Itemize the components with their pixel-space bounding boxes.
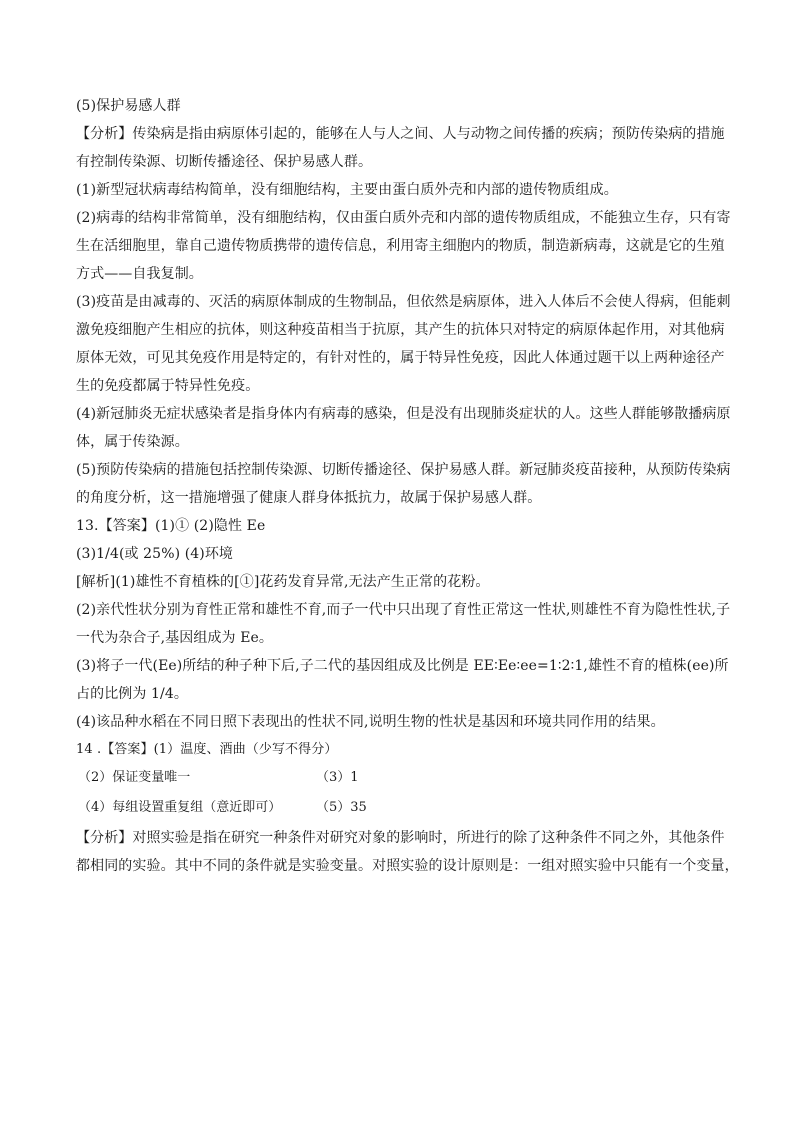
analysis-line: (1)新型冠状病毒结构简单，没有细胞结构，主要由蛋白质外壳和内部的遗传物质组成。 [76, 182, 618, 198]
analysis-line: (4)新冠肺炎无症状感染者是指身体内有病毒的感染，但是没有出现肺炎症状的人。这些人群能够散播病原 [76, 406, 731, 422]
analysis-line: 方式——自我复制。 [76, 266, 203, 282]
answer-line: (5)保护易感人群 [76, 98, 181, 114]
answer-13-line: 13.【答案】(1)① (2)隐性 Ee [76, 518, 266, 534]
analysis-line: 生的免疫都属于特异性免疫。 [76, 378, 260, 394]
analysis-line: 都相同的实验。其中不同的条件就是实验变量。对照实验的设计原则是：一组对照实验中只能有一个变量， [76, 858, 739, 874]
analysis-line: 生在活细胞里，靠自己遗传物质携带的遗传信息，利用寄主细胞内的物质，制造新病毒，这就是它的生殖 [76, 238, 725, 254]
analysis-line: (2)病毒的结构非常简单，没有细胞结构，仅由蛋白质外壳和内部的遗传物质组成，不能独立生存，只有寄 [76, 210, 731, 226]
document-page [76, 96, 739, 884]
analysis-line: (3)疫苗是由减毒的、灭活的病原体制成的生物制品，但依然是病原体，进入人体后不会使人得病，但能刺 [76, 294, 731, 310]
explanation-line: 一代为杂合子,基因组成为 Ee。 [76, 630, 274, 646]
answer-14-item: （2）保证变量唯一 [78, 770, 191, 785]
analysis-line: 【分析】对照实验是指在研究一种条件对研究对象的影响时，所进行的除了这种条件不同之外，其他条件 [76, 830, 725, 846]
analysis-line: (5)预防传染病的措施包括控制传染源、切断传播途径、保护易感人群。新冠肺炎疫苗接种，从预防传染病 [76, 462, 731, 478]
analysis-line: 有控制传染源、切断传播途径、保护易感人群。 [76, 154, 373, 170]
explanation-line: 占的比例为 1/4。 [76, 686, 188, 702]
explanation-line: (3)将子一代(Ee)所结的种子种下后,子二代的基因组成及比例是 EE∶Ee∶ee=1∶2∶1,雄性不育的植株(ee)所 [76, 658, 729, 674]
analysis-line: 原体无效，可见其免疫作用是特定的，有针对性的，属于特异性免疫，因此人体通过题干以上两种途径产 [76, 350, 725, 366]
explanation-line: (2)亲代性状分别为育性正常和雄性不育,而子一代中只出现了育性正常这一性状,则雄性不育为隐性性状,子 [76, 602, 731, 618]
answer-14-row [76, 768, 726, 788]
explanation-line: (4)该品种水稻在不同日照下表现出的性状不同,说明生物的性状是基因和环境共同作用的结果。 [76, 714, 665, 730]
answer-14-row [76, 798, 726, 818]
analysis-line: 的角度分析，这一措施增强了健康人群身体抵抗力，故属于保护易感人群。 [76, 490, 542, 506]
answer-14-item: （3）1 [316, 770, 359, 785]
answer-14-item: （4）每组设置重复组（意近即可） [78, 800, 282, 815]
answer-14-item: （5）35 [316, 800, 367, 815]
analysis-line: 【分析】传染病是指由病原体引起的，能够在人与人之间、人与动物之间传播的疾病；预防传染病的措施 [76, 126, 725, 142]
analysis-line: 激免疫细胞产生相应的抗体，则这种疫苗相当于抗原，其产生的抗体只对特定的病原体起作用，对其他病 [76, 322, 725, 338]
explanation-line: [解析](1)雄性不育植株的[①]花药发育异常,无法产生正常的花粉。 [76, 574, 490, 590]
answer-13-line: (3)1/4(或 25%) (4)环境 [76, 546, 234, 562]
answer-14-heading: 14 .【答案】(1）温度、酒曲（少写不得分） [76, 742, 338, 757]
analysis-line: 体，属于传染源。 [76, 434, 189, 450]
